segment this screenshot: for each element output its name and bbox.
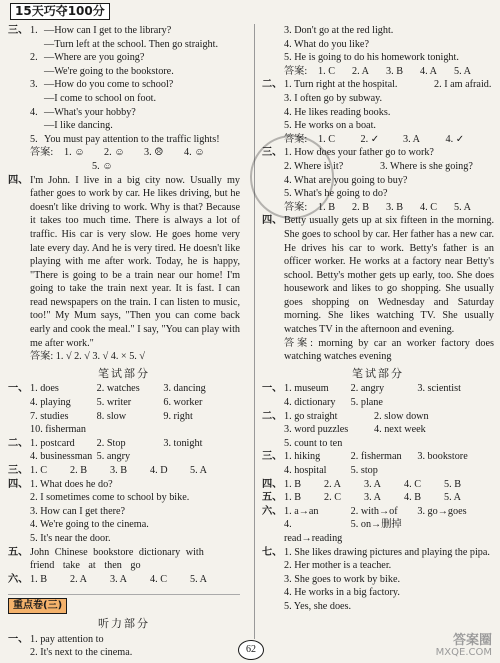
answer-item: 1. B — [284, 478, 301, 490]
answer-item: 5. plane — [350, 397, 383, 409]
answer-item: 3. go→goes — [417, 505, 467, 517]
watermark-line: MXQE.COM — [435, 647, 492, 658]
answer-item: 4. dictionary — [284, 397, 336, 409]
answer-face: 2. ☺ — [104, 147, 125, 159]
answer-item: 5. A — [444, 492, 461, 504]
answer-item: 4. D — [150, 465, 168, 476]
answer-item: 2. Stop — [96, 437, 126, 449]
item-num: 3. — [30, 79, 38, 91]
answer-label: 答案: — [284, 65, 308, 77]
reading-passage: Betty usually gets up at six fifteen in the morning. She goes to school by car. Her father has a new car. He drives his car to work. Betty's father is an officer worker. He works at a factory near Betty's school. Betty's mother gets up early, too. She does housework and likes to go shopping. She usually goes shopping on Wednesday and Saturday morning. She likes watching TV. She usually watches TV in the afternoon and evening. — [284, 215, 494, 336]
answer-item: 2. with→of — [350, 505, 398, 517]
answer-item: 5. He works on a boat. — [284, 120, 376, 132]
answer-item: 4. B — [404, 492, 421, 504]
answer-item: 10. fisherman — [30, 424, 87, 436]
answer-line: 答案: 1. √ 2. √ 3. √ 4. × 5. √ — [30, 351, 145, 363]
answer-item: 3. dancing — [163, 383, 206, 395]
answer-item: 3. Don't go at the red light. — [284, 25, 394, 36]
answer-item: 3. A — [364, 492, 381, 504]
answer-item: 4. read→reading — [284, 519, 343, 544]
answer-item: 3. word puzzles — [284, 424, 349, 436]
answer-item: 3. I often go by subway. — [284, 92, 383, 104]
section-label: 一、 — [262, 383, 283, 395]
answer-label: 答案: — [30, 147, 54, 159]
section-title: 笔试部分 — [98, 366, 150, 380]
item-text: —I like dancing. — [44, 120, 113, 132]
answer-item: 4. C — [150, 573, 167, 585]
answer-face: 4. ☺ — [184, 147, 205, 159]
answer-item: 5. It's near the door. — [30, 532, 111, 544]
right-column — [262, 24, 494, 614]
left-column — [8, 24, 240, 660]
section-label: 四、 — [262, 215, 283, 227]
answer-item: 5. angry — [96, 451, 131, 463]
answer-item: 3. Where is she going? — [380, 160, 473, 172]
answer-item: 1. go straight — [284, 410, 338, 422]
answer-item: 2. I sometimes come to school by bike. — [30, 492, 190, 504]
answer-item: 5. count to ten — [284, 437, 343, 449]
answer-item: 5. Yes, she does. — [284, 600, 352, 612]
answer-item: 1. How does your father go to work? — [284, 147, 434, 159]
section-label: 四、 — [8, 174, 29, 186]
answer-item: 4. playing — [30, 397, 71, 409]
section-label: 二、 — [8, 437, 29, 449]
answer-item: 5. A — [190, 465, 207, 476]
section-label: 二、 — [262, 79, 283, 91]
w1-row — [8, 382, 240, 396]
item-text: —We're going to the bookstore. — [44, 65, 174, 77]
item-num: 2. — [30, 52, 38, 64]
answer-item: 5. A — [190, 573, 207, 585]
item-num: 1. — [30, 25, 38, 36]
left-s4 — [8, 174, 240, 351]
answer-item: 4. ✓ — [445, 133, 465, 145]
answer-face: 3. ☹ — [144, 147, 164, 159]
item-text: —How do you come to school? — [44, 79, 174, 91]
answer-item: 1. museum — [284, 383, 329, 395]
section-label: 六、 — [8, 573, 29, 585]
section-box-title: 重点卷(三) — [8, 598, 67, 614]
answer-item: 1. does — [30, 383, 59, 395]
section-label: 二、 — [262, 410, 283, 422]
answer-item: 4. businessman — [30, 451, 93, 463]
page-number: 62 — [238, 640, 264, 660]
answer-item: 9. right — [163, 410, 193, 422]
answer-item: 1. pay attention to — [30, 633, 104, 645]
watermark — [436, 635, 492, 659]
answer-label: 答案: — [284, 133, 308, 145]
answer-row — [8, 146, 240, 160]
answer-face: 1. ☺ — [64, 147, 85, 159]
answer-item: 3. B — [386, 65, 403, 77]
answer-item: 2. fisherman — [350, 451, 402, 463]
item-num: 5. — [30, 133, 38, 145]
answer-item: 2. Her mother is a teacher. — [284, 560, 392, 572]
answer-item: 8. slow — [96, 410, 127, 422]
answer-item: 4. He likes reading books. — [284, 106, 391, 118]
answer-item: 7. studies — [30, 410, 69, 422]
answer-item: 1. postcard — [30, 437, 75, 449]
section-label: 四、 — [262, 478, 283, 490]
answer-item: 2. B — [70, 465, 87, 476]
section-label: 七、 — [262, 546, 283, 558]
answer-item: 3. scientist — [417, 383, 461, 395]
answer-item: 4. What do you like? — [284, 38, 369, 50]
answer-item: 3. A — [403, 133, 420, 145]
answer-item: 3. A — [110, 573, 127, 585]
answer-item: 1. What does he do? — [30, 478, 113, 490]
answer-item: 4. He works in a big factory. — [284, 587, 400, 599]
answer-item: 3. A — [364, 478, 381, 490]
answer-item: 5. B — [444, 478, 461, 490]
section-title: 笔试部分 — [352, 366, 404, 380]
answer-item: 4. What are you going to buy? — [284, 174, 408, 186]
item-text: —How can I get to the library? — [44, 25, 172, 36]
answer-item: 3. B — [386, 201, 403, 213]
answer-item: 1. C — [318, 133, 335, 145]
answer-item: 2. A — [352, 65, 369, 77]
answer-item: 1. B — [30, 573, 47, 585]
answer-item: 2. slow down — [374, 410, 429, 422]
answer-item: 1. C — [30, 465, 47, 476]
item-text: —Where are you going? — [44, 52, 145, 64]
answer-item: 1. B — [318, 201, 335, 213]
answer-item: 5. on→删掉 — [350, 519, 402, 531]
section-label: 三、 — [8, 465, 29, 476]
answer-label: 答案: — [284, 201, 308, 213]
answer-item: 1. She likes drawing pictures and playing the pipa. — [284, 546, 490, 558]
item-num: 4. — [30, 106, 38, 118]
answer-item: 5. He is going to do his homework tonight. — [284, 52, 459, 64]
answer-item: 4. C — [404, 478, 421, 490]
answer-item: 4. next week — [374, 424, 426, 436]
answer-item: 2. ✓ — [360, 133, 380, 145]
answer-item: 4. hospital — [284, 465, 327, 476]
reading-passage: I'm John. I live in a big city now. Usually my father goes to work by car. He likes driving, but he doesn't like driving to work. Why is that? Because it takes too much time. There is always a lot of traffic. His car is very slow. He goes home very late every day. And he is very tired. He doesn't like playing with me after work. Today, he is happy, "There is going to be a train near our home! I'm going to take the train next year. It is fast. I can read newspapers on the train. I can listen to music, too!" My Mum says, "Then you can come back early and cook the meal." I say, "You can play with me after work." — [30, 174, 240, 349]
answer-item: 1. hiking — [284, 451, 321, 463]
answer-item: 3. How can I get there? — [30, 505, 126, 517]
section-label: 六、 — [262, 505, 283, 517]
answer-item: 5. A — [454, 65, 471, 77]
section-label: 四、 — [8, 478, 29, 490]
answer-face: 5. ☺ — [92, 160, 113, 172]
answer-item: 5. writer — [96, 397, 132, 409]
section-title: 听力部分 — [98, 616, 150, 630]
answer-line: 答案: morning by car an worker factory does watching watches evening — [284, 337, 494, 363]
answer-item: 1. Turn right at the hospital. — [284, 79, 398, 91]
answer-item: 3. bookstore — [417, 451, 468, 463]
header — [10, 2, 170, 20]
answer-item: 4. We're going to the cinema. — [30, 519, 149, 531]
header-title: 15天巧夺100分 — [10, 3, 110, 20]
answer-item: 3. tonight — [163, 437, 203, 449]
answer-item: 2. C — [324, 492, 341, 504]
left-s3-row-1 — [8, 24, 240, 38]
item-text: —What's your hobby? — [44, 106, 136, 118]
section-label: 五、 — [262, 492, 283, 504]
answer-item: 2. A — [324, 478, 341, 490]
answer-item: 5. A — [454, 201, 471, 213]
answer-item: 2. A — [70, 573, 87, 585]
item-text: You must pay attention to the traffic lights! — [44, 133, 220, 145]
item-text: —I come to school on foot. — [44, 92, 157, 104]
answer-item: 3. She goes to work by bike. — [284, 573, 401, 585]
section-label: 三、 — [262, 451, 283, 463]
answer-item: John Chinese bookstore dictionary with — [30, 546, 204, 558]
answer-item: 2. angry — [350, 383, 385, 395]
section-label: 五、 — [8, 546, 29, 558]
section-label: 一、 — [8, 633, 29, 645]
answer-item: 2. watches — [96, 383, 140, 395]
section-label: 三、 — [262, 147, 283, 159]
answer-item: 6. worker — [163, 397, 203, 409]
answer-item: 2. B — [352, 201, 369, 213]
answer-item: 5. What's he going to do? — [284, 188, 388, 200]
answer-item: 2. Where is it? — [284, 160, 344, 172]
answer-item: 1. B — [284, 492, 301, 504]
answer-item: 2. It's next to the cinema. — [30, 647, 133, 659]
answer-item: 2. I am afraid. — [434, 79, 492, 91]
answer-item: 1. a→an — [284, 505, 319, 517]
section-label: 三、 — [8, 25, 29, 36]
answer-item: 3. B — [110, 465, 127, 476]
answer-item: 4. A — [420, 65, 437, 77]
item-text: —Turn left at the school. Then go straight. — [44, 38, 219, 50]
answer-item: 5. stop — [350, 465, 378, 476]
answer-item: 1. C — [318, 65, 335, 77]
column-divider — [254, 24, 255, 639]
answer-item: friend take at then go — [30, 560, 141, 572]
watermark-line: 答案圈 — [452, 633, 492, 648]
answer-item: 4. C — [420, 201, 437, 213]
section-label: 一、 — [8, 383, 29, 395]
